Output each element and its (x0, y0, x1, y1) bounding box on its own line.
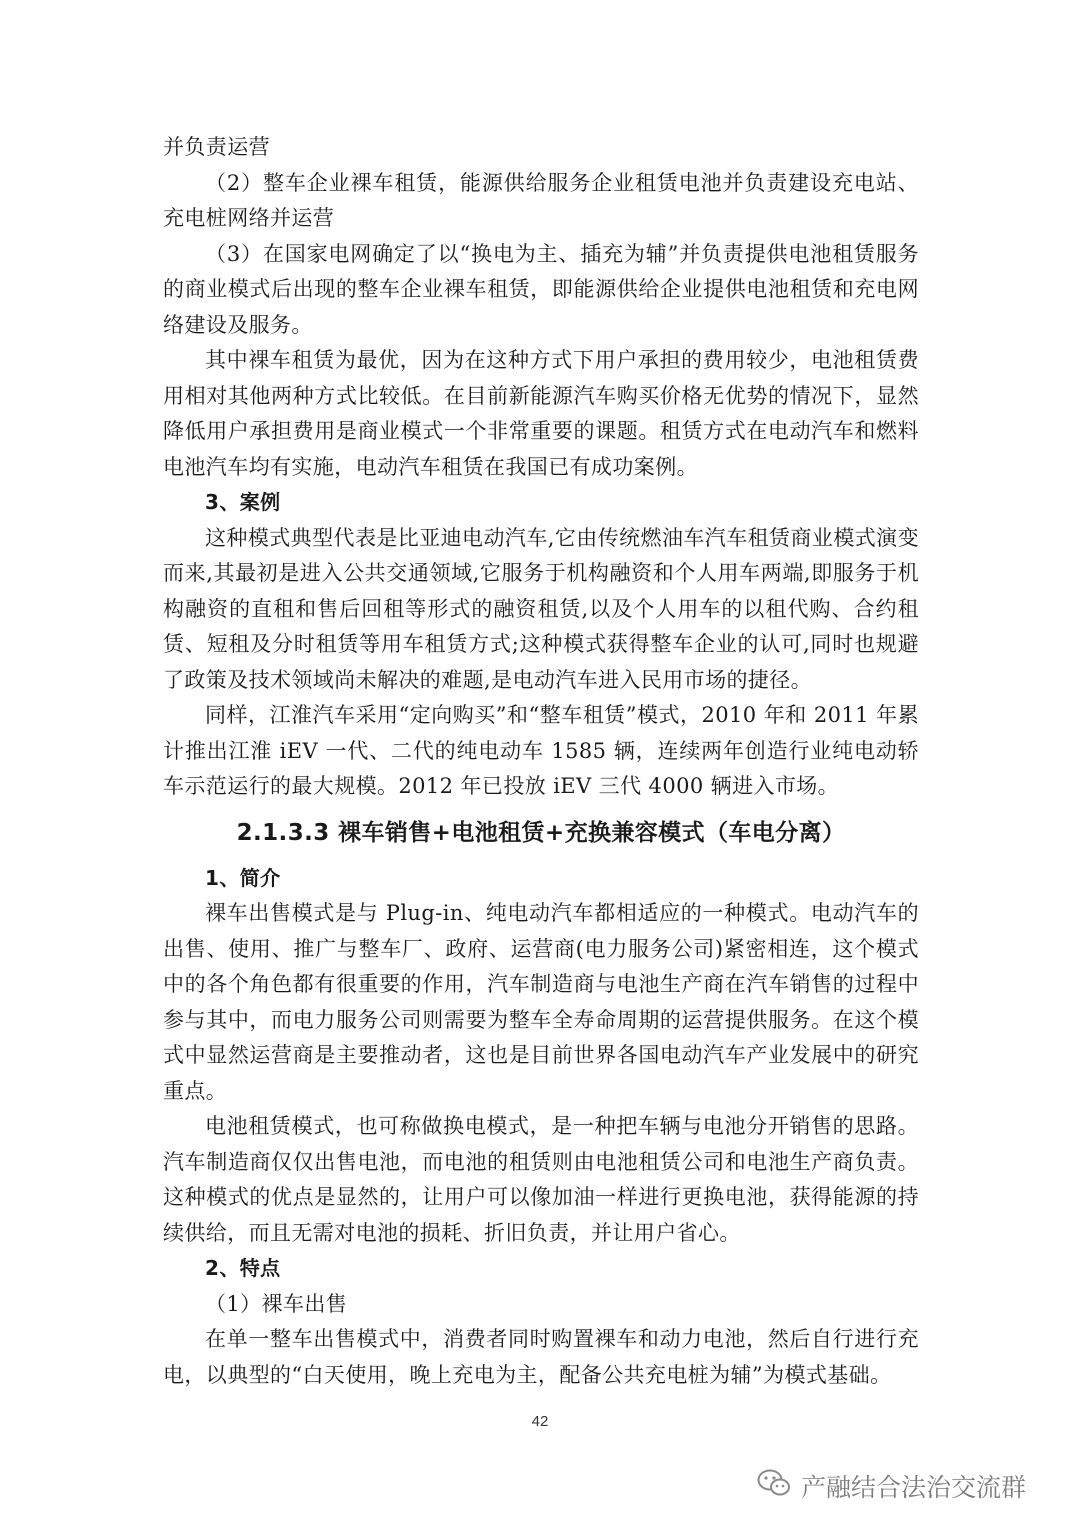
section-heading-cases: 3、案例 (205, 490, 281, 514)
list-item-3: （3）在国家电网确定了以“换电为主、插充为辅”并负责提供电池租赁服务的商业模式后出现的整车企业裸车租赁，即能源供给企业提供电池租赁和充电网络建设及服务。 (163, 241, 919, 337)
wechat-icon (757, 1469, 801, 1503)
paragraph-battery-leasing: 电池租赁模式，也可称做换电模式，是一种把车辆与电池分开销售的思路。汽车制造商仅仅出售电池，而电池的租赁则由电池租赁公司和电池生产商负责。这种模式的优点是显然的，让用户可以像加油一样进行更换电池，获得能源的持续供给，而且无需对电池的损耗、折旧负责，并让用户省心。 (163, 1114, 919, 1245)
list-item-2: （2）整车企业裸车租赁，能源供给服务企业租赁电池并负责建设充电站、充电桩网络并运营 (163, 170, 919, 230)
paragraph-jac-case: 同样，江淮汽车采用“定向购买”和“整车租赁”模式，2010 年和 2011 年累计推出江淮 iEV 一代、二代的纯电动车 1585 辆，连续两年创造行业纯电动轿车示范运行的最大规模。2012 年已投放 iEV 三代 4000 辆进入市场。 (163, 703, 919, 798)
section-heading-intro: 1、简介 (205, 865, 281, 890)
watermark-text: 产融结合法治交流群 (801, 1473, 1027, 1502)
section-heading-features: 2、特点 (205, 1256, 281, 1280)
paragraph-continuation: 并负责运营 (163, 135, 270, 159)
page-number: 42 (531, 1413, 549, 1430)
page-content (163, 130, 919, 1393)
paragraph-single-sale-mode: 在单一整车出售模式中，消费者同时购置裸车和动力电池，然后自行进行充电，以典型的“白天使用，晚上充电为主，配备公共充电桩为辅”为模式基础。 (163, 1327, 919, 1387)
paragraph-byd-case: 这种模式典型代表是比亚迪电动汽车,它由传统燃油车汽车租赁商业模式演变而来,其最初是进入公共交通领域,它服务于机构融资和个人用车两端,即服务于机构融资的直租和售后回租等形式的融资租赁,以及个人用车的以租代购、合约租赁、短租及分时租赁等用车租赁方式;这种模式获得整车企业的认可,同时也规避了政策及技术领域尚未解决的难题,是电动汽车进入民用市场的捷径。 (163, 525, 919, 692)
paragraph-bare-car-sale: 裸车出售模式是与 Plug-in、纯电动汽车都相适应的一种模式。电动汽车的出售、使用、推广与整车厂、政府、运营商(电力服务公司)紧密相连，这个模式中的各个角色都有很重要的作用，汽车制造商与电池生产商在汽车销售的过程中参与其中，而电力服务公司则需要为整车全寿命周期的运营提供服务。在这个模式中显然运营商是主要推动者，这也是目前世界各国电动汽车产业发展中的研究重点。 (163, 901, 919, 1103)
watermark (757, 1466, 1026, 1506)
list-item-1-bare-car: （1）裸车出售 (205, 1291, 348, 1316)
paragraph-optimal-leasing: 其中裸车租赁为最优，因为在这种方式下用户承担的费用较少，电池租赁费用相对其他两种方式比较低。在目前新能源汽车购买价格无优势的情况下，显然降低用户承担费用是商业模式一个非常重要的课题。租赁方式在电动汽车和燃料电池汽车均有实施，电动汽车租赁在我国已有成功案例。 (163, 348, 919, 479)
section-title-2-1-3-3: 2.1.3.3 裸车销售+电池租赁+充换兼容模式（车电分离） (236, 819, 846, 846)
